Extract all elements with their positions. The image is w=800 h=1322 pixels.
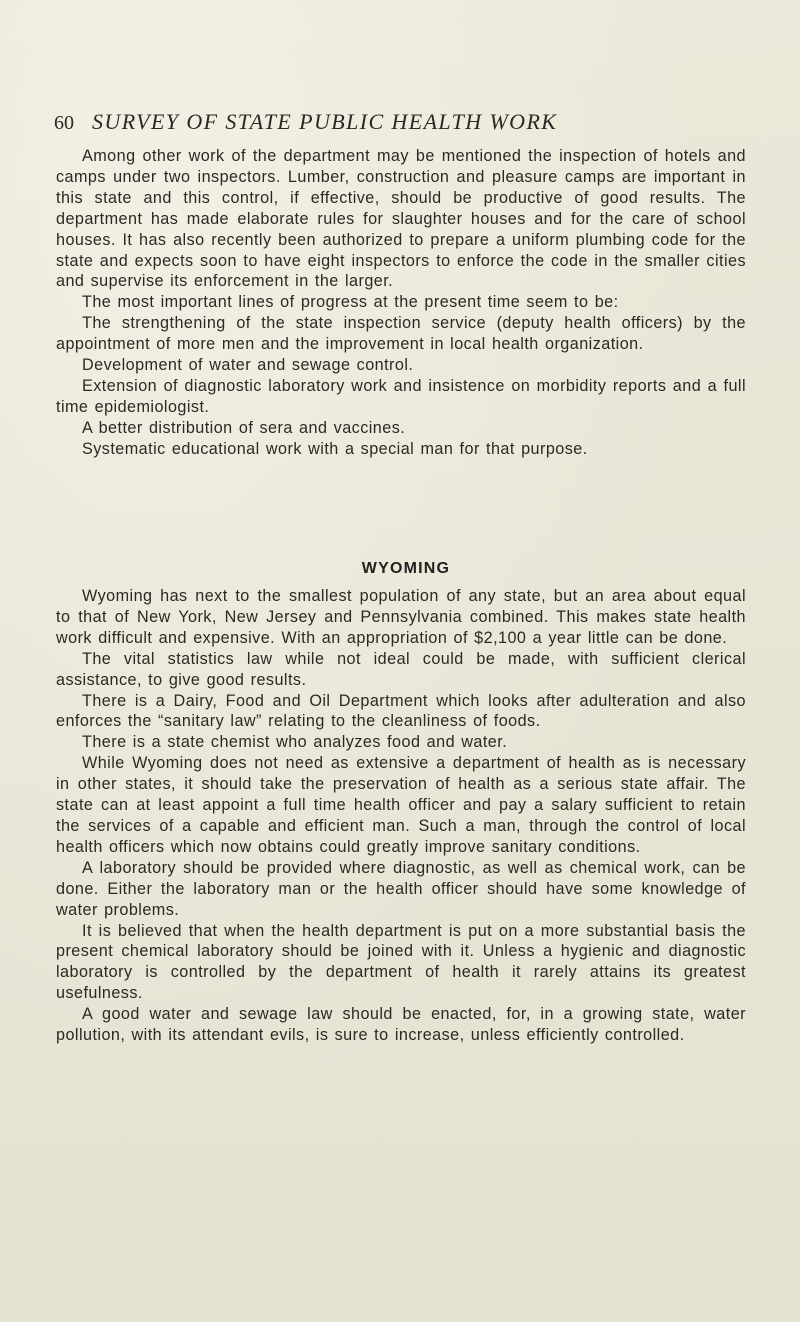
paragraph: A laboratory should be provided where diagnostic, as well as chemical work, can be done. Either the laboratory man or the health officer should have some knowledge of water problems.	[56, 858, 746, 919]
paragraph: Wyoming has next to the smallest population of any state, but an area about equal to that of New York, New Jersey and Pennsylvania combined. This makes state health work difficult and expensive. With an appropriation of $2,100 a year little can be done.	[56, 587, 746, 647]
paragraph: The most important lines of progress at the present time seem to be:	[82, 293, 619, 312]
paragraph: A good water and sewage law should be enacted, for, in a growing state, water pollution, with its attendant evils, is sure to increase, unless efficiently controlled.	[56, 1005, 746, 1045]
paragraph: It is believed that when the health department is put on a more substantial basis the present chemical laboratory should be joined with it. Unless a hygienic and diagnostic laboratory is controlled by the department of health it rarely attains its greatest usefulness.	[56, 921, 746, 1003]
paragraph: The vital statistics law while not ideal could be made, with sufficient clerical assistance, to give good results.	[56, 649, 746, 689]
page-number: 60	[54, 112, 74, 134]
section-heading: WYOMING	[361, 560, 451, 577]
running-header	[54, 104, 694, 140]
paragraph: While Wyoming does not need as extensive a department of health as is necessary in other states, it should take the preservation of health as a serious state affair. The state can at least appoint a full time health officer and pay a salary sufficient to retain the services of a capable and efficient man. Such a man, through the control of local health officers which now obtains could greatly improve sanitary conditions.	[56, 754, 746, 856]
running-title: SURVEY OF STATE PUBLIC HEALTH WORK	[92, 109, 558, 134]
paragraph: There is a Dairy, Food and Oil Department which looks after adulteration and also enforces the “sanitary law” relating to the cleanliness of foods.	[56, 691, 746, 731]
list-item: Systematic educational work with a special man for that purpose.	[82, 439, 588, 458]
intro-text-block	[56, 146, 746, 460]
list-item: Development of water and sewage control.	[82, 356, 414, 375]
section-text-block	[56, 586, 746, 1046]
list-item: Extension of diagnostic laboratory work and insistence on morbidity reports and a full time epidemiologist.	[56, 376, 746, 416]
paragraph: There is a state chemist who analyzes food and water.	[82, 733, 508, 752]
list-item: The strengthening of the state inspection service (deputy health officers) by the appointment of more men and the improvement in local health organization.	[56, 314, 746, 354]
list-item: A better distribution of sera and vaccines.	[82, 418, 406, 437]
paragraph: Among other work of the department may be mentioned the inspection of hotels and camps under two inspectors. Lumber, construction and pleasure camps are important in this state and this control, if effective, should be productive of good results. The department has made elaborate rules for slaughter houses and for the care of school houses. It has also recently been authorized to prepare a uniform plumbing code for the state and expects soon to have eight inspectors to enforce the code in the smaller cities and supervise its enforcement in the larger.	[56, 147, 746, 291]
